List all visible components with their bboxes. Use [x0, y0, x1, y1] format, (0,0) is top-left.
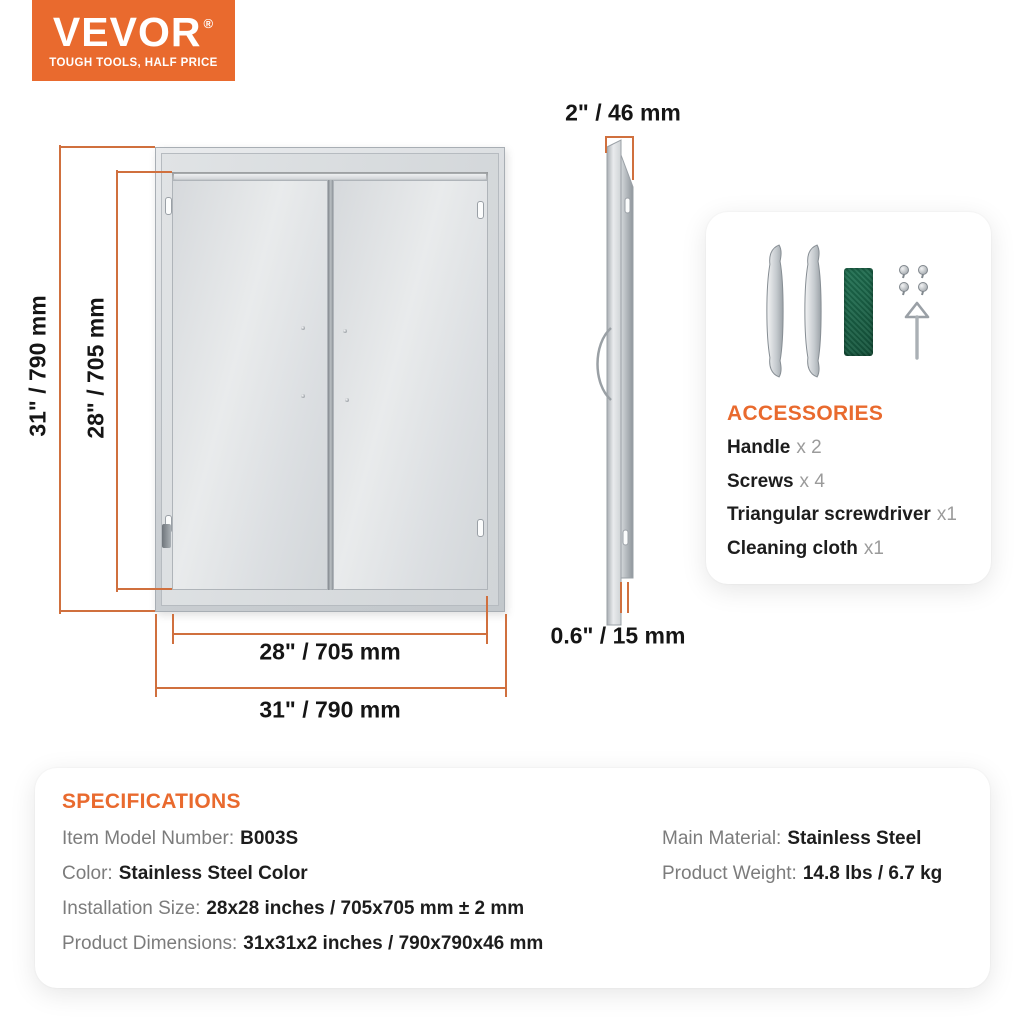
- cleaning-cloth-icon: [844, 268, 873, 356]
- handle-hole: [301, 394, 305, 398]
- accessories-list: [727, 434, 977, 568]
- flange-depth-label: 0.6" / 15 mm: [550, 622, 686, 649]
- flange-depth-dimension-line: [620, 582, 622, 613]
- brand-name: VEVOR ®: [52, 9, 215, 55]
- vevor-logo: [32, 0, 235, 81]
- spec-row: Main Material: Stainless Steel: [662, 828, 922, 849]
- accessories-card: [706, 212, 991, 584]
- accessory-item: Screws x 4: [727, 470, 825, 492]
- brand-tagline: TOUGH TOOLS, HALF PRICE: [49, 57, 218, 69]
- door-front-view: [155, 147, 505, 612]
- overall-width-dimension-line: [155, 687, 507, 689]
- specifications-left-column: [62, 824, 543, 964]
- cutout-width-label: 28" / 705 mm: [259, 638, 401, 665]
- handle-hole: [345, 398, 349, 402]
- dimension-extension-line: [632, 136, 634, 180]
- dimension-extension-line: [155, 614, 157, 697]
- specifications-right-column: [662, 824, 942, 894]
- mounting-slot: [477, 519, 484, 537]
- dimension-extension-line: [172, 614, 174, 644]
- cutout-width-dimension-line: [172, 633, 488, 635]
- dimension-extension-line: [59, 146, 155, 148]
- dimension-extension-line: [59, 610, 155, 612]
- handle-hole: [301, 326, 305, 330]
- hinge-pin: [162, 524, 171, 548]
- cutout-height-label: 28" / 705 mm: [82, 297, 109, 439]
- cutout-height-dimension-line: [116, 170, 118, 592]
- dimension-extension-line: [505, 614, 507, 697]
- overall-height-dimension-line: [59, 145, 61, 614]
- screws-icon: [894, 262, 934, 296]
- spec-row: Color: Stainless Steel Color: [62, 863, 308, 884]
- door-panel-right: [333, 180, 489, 590]
- mounting-slot: [477, 201, 484, 219]
- handle-icon: [762, 242, 790, 380]
- dimension-extension-line: [116, 171, 172, 173]
- accessories-title: ACCESSORIES: [727, 402, 884, 425]
- dimension-extension-line: [486, 596, 488, 644]
- registered-mark-icon: ®: [203, 16, 215, 31]
- spec-row: Item Model Number: B003S: [62, 828, 299, 849]
- handle-hole: [343, 329, 347, 333]
- frame-depth-dimension-line: [605, 136, 634, 138]
- accessory-item: Triangular screwdriver x1: [727, 504, 957, 525]
- mounting-slot: [165, 197, 172, 215]
- specifications-title: SPECIFICATIONS: [62, 790, 241, 813]
- accessory-item: Cleaning cloth x1: [727, 537, 884, 559]
- frame-depth-label: 2" / 46 mm: [565, 99, 681, 126]
- specifications-card: [35, 768, 990, 988]
- overall-width-label: 31" / 790 mm: [259, 696, 401, 723]
- dimension-extension-line: [116, 588, 172, 590]
- spec-row: Installation Size: 28x28 inches / 705x705 mm ± 2 mm: [62, 898, 525, 919]
- dimension-extension-line: [605, 136, 607, 153]
- triangular-screwdriver-icon: [902, 300, 932, 362]
- handle-icon: [800, 242, 828, 380]
- overall-height-label: 31" / 790 mm: [24, 295, 51, 437]
- door-panel-left: [172, 180, 328, 590]
- flange-depth-dimension-line: [627, 582, 629, 613]
- accessory-item: Handle x 2: [727, 437, 822, 458]
- spec-row: Product Weight: 14.8 lbs / 6.7 kg: [662, 863, 943, 884]
- side-profile-graphic: [585, 100, 695, 660]
- door-side-view: [585, 100, 695, 660]
- spec-row: Product Dimensions: 31x31x2 inches / 790x790x46 mm: [62, 933, 544, 954]
- door-recess: [172, 172, 488, 590]
